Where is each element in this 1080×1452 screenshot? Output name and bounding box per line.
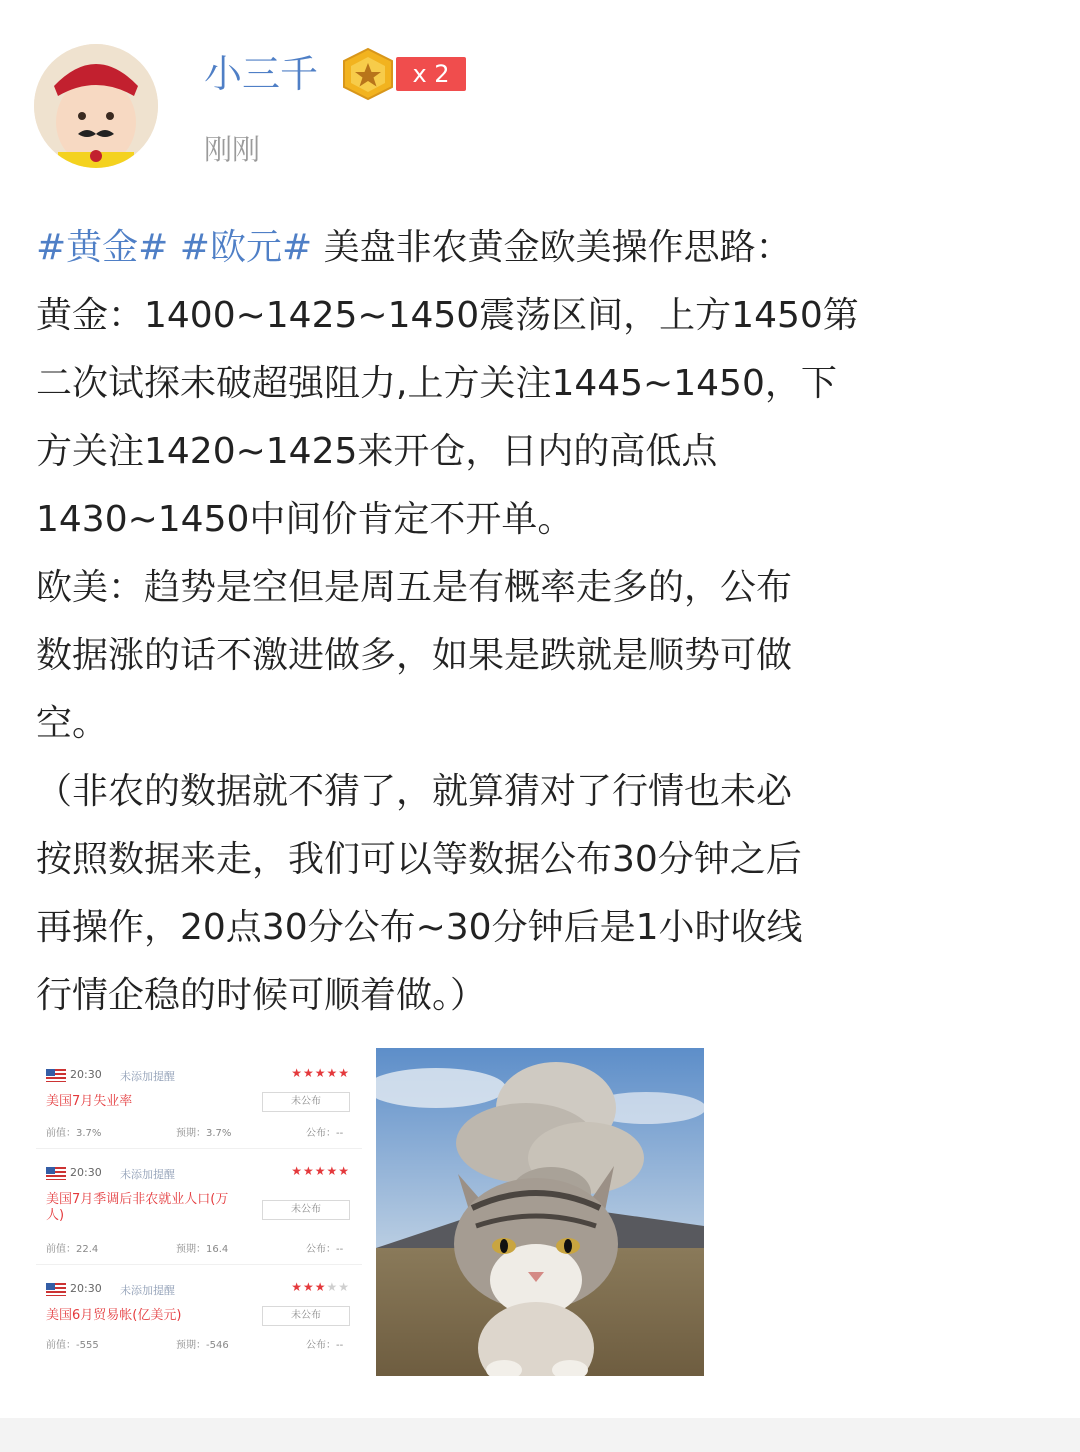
- us-flag-icon: [46, 1283, 66, 1296]
- calendar-time: 20:30: [70, 1282, 102, 1295]
- post-timestamp: 刚刚: [204, 133, 261, 166]
- content-line: 按照数据来走，我们可以等数据公布30分钟之后: [36, 839, 802, 880]
- bell-remind-label: 未添加提醒: [120, 1284, 175, 1297]
- content-line: [36, 214, 1046, 282]
- content-line: 1430~1450中间价肯定不开单。: [36, 499, 574, 540]
- us-flag-icon: [46, 1069, 66, 1082]
- content-line: 方关注1420~1425来开仓，日内的高低点: [36, 431, 718, 472]
- bottom-bar: [0, 1418, 1080, 1452]
- importance-stars: ★★★★★: [291, 1280, 350, 1294]
- bell-remind-label: 未添加提醒: [120, 1168, 175, 1181]
- content-line: （非农的数据就不猜了，就算猜对了行情也未必: [36, 771, 793, 812]
- forecast-value: 预期：3.7%: [176, 1128, 232, 1139]
- release-status: 未公布: [262, 1306, 350, 1326]
- release-status: 未公布: [262, 1200, 350, 1220]
- importance-stars: ★★★★★: [291, 1066, 350, 1080]
- content-text: 美盘非农黄金欧美操作思路：: [323, 227, 792, 268]
- divider: [36, 1148, 362, 1149]
- importance-stars: ★★★★★: [291, 1164, 350, 1178]
- actual-value: 公布：--: [306, 1128, 344, 1139]
- actual-value: 公布：--: [306, 1340, 344, 1351]
- forecast-value: 预期：-546: [176, 1340, 229, 1351]
- content-line: 欧美：趋势是空但是周五是有概率走多的，公布: [36, 567, 793, 608]
- content-line: 空。: [36, 703, 109, 744]
- us-flag-icon: [46, 1167, 66, 1180]
- content-line: 二次试探未破超强阻力,上方关注1445~1450，下: [36, 363, 837, 404]
- bell-remind-label: 未添加提醒: [120, 1070, 175, 1083]
- content-line: 行情企稳的时候可顺着做。）: [36, 975, 487, 1016]
- prev-value: 前值：-555: [46, 1340, 99, 1351]
- avatar[interactable]: [34, 44, 158, 168]
- vip-hexagon-icon: [340, 47, 396, 101]
- divider: [36, 1264, 362, 1265]
- calendar-title: 美国7月失业率: [46, 1094, 133, 1109]
- topic-link-gold[interactable]: #黄金#: [36, 227, 169, 268]
- calendar-title: 美国6月贸易帐(亿美元): [46, 1308, 182, 1323]
- release-status: 未公布: [262, 1092, 350, 1112]
- prev-value: 前值：3.7%: [46, 1128, 102, 1139]
- badge-count: x 2: [396, 57, 466, 91]
- member-badge[interactable]: [340, 47, 470, 101]
- forecast-value: 预期：16.4: [176, 1244, 229, 1255]
- content-line: 再操作，20点30分公布~30分钟后是1小时收线: [36, 907, 803, 948]
- cat-photo-image[interactable]: [376, 1048, 704, 1376]
- prev-value: 前值：22.4: [46, 1244, 99, 1255]
- economic-calendar-image[interactable]: [36, 1048, 362, 1374]
- actual-value: 公布：--: [306, 1244, 344, 1255]
- username[interactable]: 小三千: [204, 52, 319, 96]
- topic-link-euro[interactable]: #欧元#: [179, 227, 313, 268]
- calendar-time: 20:30: [70, 1166, 102, 1179]
- calendar-time: 20:30: [70, 1068, 102, 1081]
- content-line: 数据涨的话不激进做多，如果是跌就是顺势可做: [36, 635, 793, 676]
- calendar-title: 美国7月季调后非农就业人口(万人): [46, 1192, 229, 1223]
- post-content: [36, 214, 1046, 1030]
- content-line: 黄金：1400~1425~1450震荡区间，上方1450第: [36, 295, 859, 336]
